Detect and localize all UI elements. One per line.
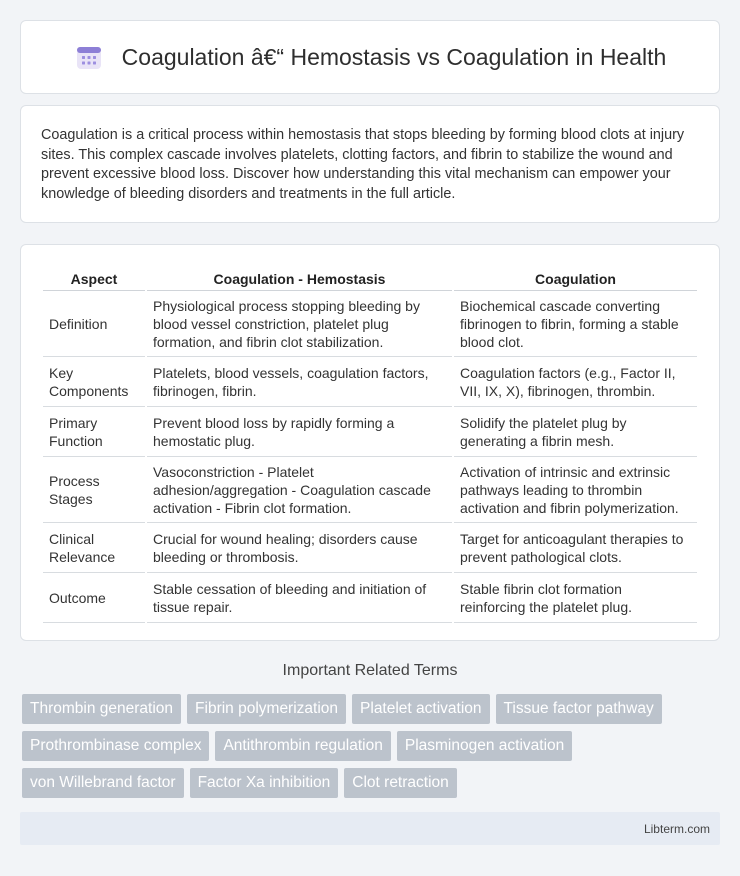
table-cell: Definition — [43, 293, 145, 357]
table-header-row — [43, 267, 697, 291]
term-row — [22, 768, 722, 798]
term-tag[interactable]: Tissue factor pathway — [496, 694, 662, 724]
term-row — [22, 731, 722, 761]
footer-site-link[interactable]: Libterm.com — [643, 821, 710, 836]
related-terms — [22, 694, 722, 805]
related-terms-title: Important Related Terms — [282, 662, 458, 679]
term-row — [22, 694, 722, 724]
table-cell: Solidify the platelet plug by generating a fibrin mesh. — [454, 409, 697, 457]
table-cell: Platelets, blood vessels, coagulation factors, fibrinogen, fibrin. — [147, 359, 452, 407]
page-title: Coagulation â€“ Hemostasis vs Coagulation in Health — [121, 43, 667, 70]
table-cell: Stable cessation of bleeding and initiation of tissue repair. — [147, 575, 452, 623]
header-aspect: Aspect — [43, 267, 145, 291]
table-row — [43, 575, 697, 623]
table-row — [43, 525, 697, 573]
term-tag[interactable]: Fibrin polymerization — [187, 694, 346, 724]
table-cell: Vasoconstriction - Platelet adhesion/aggregation - Coagulation cascade activation - Fibrin clot formation. — [147, 459, 452, 523]
term-tag[interactable]: Thrombin generation — [22, 694, 181, 724]
table-cell: Crucial for wound healing; disorders cause bleeding or thrombosis. — [147, 525, 452, 573]
table-cell: Target for anticoagulant therapies to prevent pathological clots. — [454, 525, 697, 573]
intro-card — [20, 105, 720, 223]
table-row — [43, 293, 697, 357]
table-cell: Stable fibrin clot formation reinforcing the platelet plug. — [454, 575, 697, 623]
term-tag[interactable]: Factor Xa inhibition — [190, 768, 339, 798]
comparison-table-card — [20, 244, 720, 641]
table-cell: Prevent blood loss by rapidly forming a hemostatic plug. — [147, 409, 452, 457]
table-row — [43, 359, 697, 407]
header-coagulation: Coagulation — [454, 267, 697, 291]
comparison-table — [41, 265, 699, 625]
term-tag[interactable]: von Willebrand factor — [22, 768, 184, 798]
footer — [20, 812, 720, 845]
table-cell: Biochemical cascade converting fibrinogen to fibrin, forming a stable blood clot. — [454, 293, 697, 357]
header-hemostasis: Coagulation - Hemostasis — [147, 267, 452, 291]
table-row — [43, 459, 697, 523]
header-card — [20, 20, 720, 94]
intro-text: Coagulation is a critical process within hemostasis that stops bleeding by forming blood clots at injury sites. This complex cascade involves platelets, clotting factors, and fibrin to stabilize the wound and prevent excessive blood loss. Discover how understanding this vital mechanism can empower your knowledge of bleeding disorders and treatments in the full article. — [41, 127, 685, 202]
table-cell: Coagulation factors (e.g., Factor II, VII, IX, X), fibrinogen, thrombin. — [454, 359, 697, 407]
term-tag[interactable]: Plasminogen activation — [397, 731, 572, 761]
calendar-grid-icon — [74, 42, 104, 72]
term-tag[interactable]: Platelet activation — [352, 694, 490, 724]
table-cell: Physiological process stopping bleeding by blood vessel constriction, platelet plug formation, and fibrin clot stabilization. — [147, 293, 452, 357]
table-cell: Process Stages — [43, 459, 145, 523]
table-cell: Key Components — [43, 359, 145, 407]
term-tag[interactable]: Prothrombinase complex — [22, 731, 209, 761]
table-cell: Primary Function — [43, 409, 145, 457]
term-tag[interactable]: Antithrombin regulation — [215, 731, 390, 761]
table-cell: Activation of intrinsic and extrinsic pathways leading to thrombin activation and fibrin polymerization. — [454, 459, 697, 523]
table-cell: Clinical Relevance — [43, 525, 145, 573]
table-row — [43, 409, 697, 457]
term-tag[interactable]: Clot retraction — [344, 768, 456, 798]
table-cell: Outcome — [43, 575, 145, 623]
